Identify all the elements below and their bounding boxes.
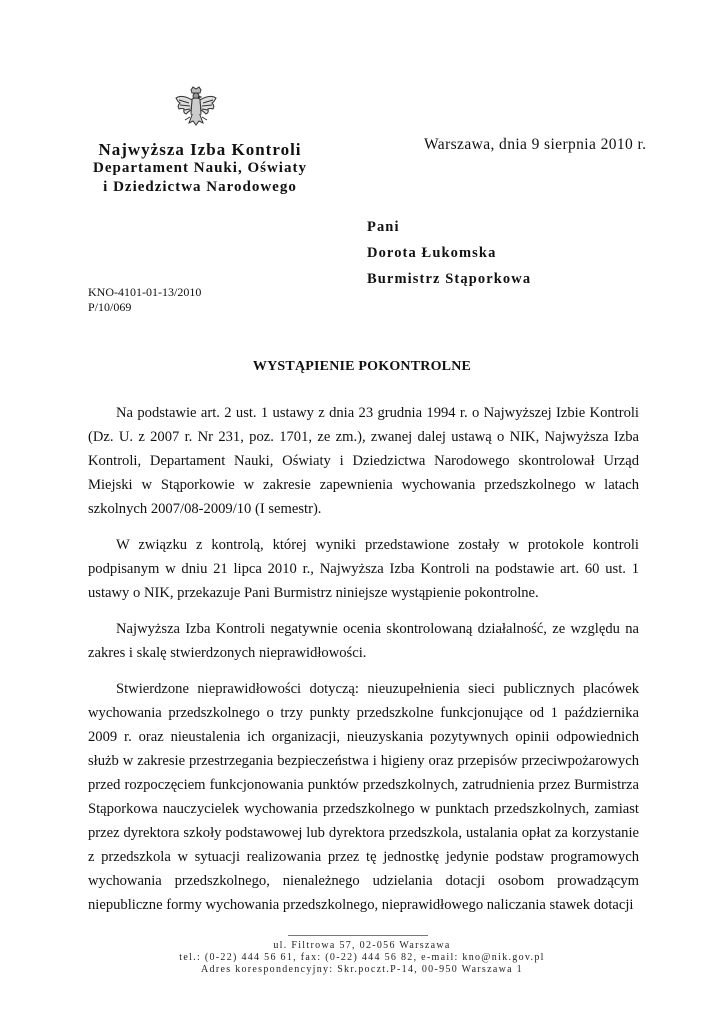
letter-body [88,401,639,929]
footer-divider [288,935,428,936]
footer-contact: tel.: (0-22) 444 56 61, fax: (0-22) 444 56 82, e-mail: kno@nik.gov.pl [179,952,545,963]
paragraph: Na podstawie art. 2 ust. 1 ustawy z dnia 23 grudnia 1994 r. o Najwyższej Izbie Kontroli (Dz. U. z 2007 r. Nr 231, poz. 1701, ze zm.), zwanej dalej ustawą o NIK, Najwyższa Izba Kontroli, Departament Nauki, Oświaty i Dziedzictwa Narodowego skontrolował Urząd Miejski w Stąporkowie w zakresie zapewnienia wychowania przedszkolnego w latach szkolnych 2007/08-2009/10 (I semestr). [88,405,639,517]
document-title: WYSTĄPIENIE POKONTROLNE [252,359,472,374]
paragraph: Najwyższa Izba Kontroli negatywnie ocenia skontrolowaną działalność, ze względu na zakres i skalę stwierdzonych nieprawidłowości. [88,621,639,661]
institution-header [60,140,340,197]
footer-address: ul. Filtrowa 57, 02-056 Warszawa [273,940,451,951]
case-number: KNO-4101-01-13/2010 [88,285,202,299]
recipient-block [367,218,531,296]
paragraph: Stwierdzone nieprawidłowości dotyczą: nieuzupełnienia sieci publicznych placówek wychowania przedszkolnego o trzy punkty przedszkolne funkcjonujące od 1 października 2009 r. oraz nieustalenia ich organizacji, nieuzyskania pozytywnych opinii odpowiednich służb w zakresie przestrzegania bezpieczeństwa i higieny oraz przepisów przeciwpożarowych przed rozpoczęciem funkcjonowania punktów przedszkolnych, zatrudnienia przez Burmistrza Stąporkowa nauczycielek wychowania przedszkolnego w punktach przedszkolnych, zamiast przez dyrektora szkoły podstawowej lub dyrektora przedszkola, ustalania opłat za korzystanie z przedszkola w sytuacji realizowania przez tę jednostkę jedynie podstaw programowych wychowania przedszkolnego, nienależnego udzielania dotacji osobom prowadzącym niepubliczne formy wychowania przedszkolnego, nieprawidłowego naliczania stawek dotacji [88,681,639,913]
paragraph: W związku z kontrolą, której wyniki przedstawione zostały w protokole kontroli podpisanym w dniu 21 lipca 2010 r., Najwyższa Izba Kontroli na podstawie art. 60 ust. 1 ustawy o NIK, przekazuje Pani Burmistrz niniejsze wystąpienie pokontrolne. [88,537,639,601]
polish-eagle-emblem-icon [172,84,220,132]
place-date: Warszawa, dnia 9 sierpnia 2010 r. [424,136,647,153]
reference-numbers [88,285,201,315]
recipient-name: Dorota Łukomska [367,245,497,261]
recipient-salutation: Pani [367,219,400,235]
recipient-title: Burmistrz Stąporkowa [367,271,532,287]
footer [0,940,724,976]
department-line-2: i Dziedzictwa Narodowego [103,179,297,195]
footer-postal-address: Adres korespondencyjny: Skr.poczt.P-14, 00-950 Warszawa 1 [201,964,523,975]
institution-name: Najwyższa Izba Kontroli [98,140,302,159]
control-number: P/10/069 [88,300,132,314]
department-line-1: Departament Nauki, Oświaty [93,160,307,176]
